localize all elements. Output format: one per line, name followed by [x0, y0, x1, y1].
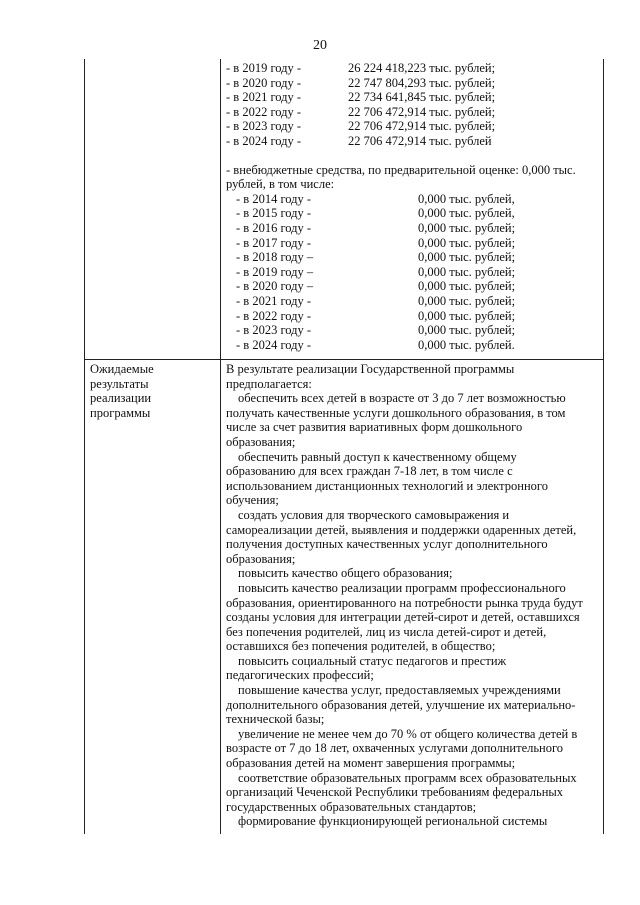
budget-year-row	[226, 61, 576, 76]
offbudget-year-row	[226, 236, 576, 251]
year-label: - в 2020 году -	[226, 75, 302, 90]
results-line: повысить качество общего образования;	[238, 566, 453, 581]
year-label: - в 2021 году -	[226, 90, 302, 105]
offbudget-line-1: - внебюджетные средства, по предварительной оценке: 0,000 тыс.	[226, 162, 576, 177]
amount-value: 22 706 472,914 тыс. рублей;	[348, 104, 496, 119]
table-border-left	[84, 59, 85, 834]
results-label-line: реализации	[90, 391, 152, 406]
amount-value: 22 734 641,845 тыс. рублей;	[348, 90, 496, 105]
results-line: числе за счет развития вариативных форм дошкольного	[226, 420, 523, 435]
results-line: повышение качества услуг, предоставляемых учреждениями	[238, 683, 561, 698]
results-line: организаций Чеченской Республики требованиям федеральных	[226, 785, 564, 800]
results-line: повысить качество реализации программ профессионального	[238, 580, 566, 595]
amount-value: 26 224 418,223 тыс. рублей;	[348, 61, 496, 75]
results-line: обучения;	[226, 493, 279, 508]
year-label: - в 2023 году -	[226, 119, 302, 134]
results-line: возрасте от 7 до 18 лет, охваченных услугами дополнительного	[226, 741, 564, 756]
year-label: - в 2022 году -	[226, 104, 302, 119]
passport-table	[84, 59, 604, 834]
results-line: образования детей на момент завершения программы;	[226, 756, 516, 771]
results-line: предполагается:	[226, 376, 312, 391]
amount-value: 0,000 тыс. рублей;	[418, 323, 516, 338]
year-label: - в 2015 году -	[236, 206, 312, 221]
budget-year-row	[226, 90, 576, 105]
offbudget-heading	[226, 163, 576, 192]
results-line: обеспечить равный доступ к качественному общему	[238, 449, 517, 464]
year-label: - в 2018 году –	[236, 250, 314, 265]
results-line: увеличение не менее чем до 70 % от общего количества детей в	[238, 726, 578, 741]
year-label: - в 2019 году –	[236, 264, 314, 279]
amount-value: 0,000 тыс. рублей;	[418, 308, 516, 323]
results-line: образования, ориентированного на потребности рынка труда будут	[226, 595, 583, 610]
results-line: формирование функционирующей региональной системы	[238, 814, 548, 829]
offbudget-year-row	[226, 206, 576, 221]
results-label-line: Ожидаемые	[90, 362, 154, 376]
results-line: без попечения родителей, лиц из числа детей-сирот и детей,	[226, 624, 547, 639]
results-line: технической базы;	[226, 712, 325, 727]
year-label: - в 2017 году -	[236, 235, 312, 250]
results-line: государственных образовательных стандартов;	[226, 799, 477, 814]
results-label-line: результаты	[90, 376, 149, 391]
year-label: - в 2016 году -	[236, 220, 312, 235]
results-line: получать качественные услуги дошкольного образования, в том	[226, 405, 566, 420]
offbudget-year-row	[226, 250, 576, 265]
year-label: - в 2024 году -	[236, 337, 312, 352]
offbudget-year-row	[226, 338, 576, 353]
budget-year-row	[226, 134, 576, 149]
budget-year-row	[226, 76, 576, 91]
year-label: - в 2019 году -	[226, 61, 302, 75]
amount-value: 0,000 тыс. рублей,	[418, 206, 515, 221]
year-label: - в 2024 году -	[226, 133, 302, 148]
budget-years-list	[226, 61, 576, 149]
amount-value: 0,000 тыс. рублей;	[418, 250, 516, 265]
budget-year-row	[226, 105, 576, 120]
offbudget-year-row	[226, 323, 576, 338]
table-row-divider	[84, 359, 604, 360]
budget-year-row	[226, 119, 576, 134]
financing-cell	[226, 61, 576, 352]
year-label: - в 2022 году -	[236, 308, 312, 323]
results-line: самореализации детей, выявления и поддержки одаренных детей,	[226, 522, 577, 537]
results-line: дополнительного образования детей, улучшение их материально-	[226, 697, 576, 712]
offbudget-year-row	[226, 265, 576, 280]
results-line: получения доступных качественных услуг дополнительного	[226, 537, 548, 552]
amount-value: 0,000 тыс. рублей,	[418, 191, 515, 206]
results-line: образованию для всех граждан 7-18 лет, в том числе с	[226, 464, 513, 479]
offbudget-years-list	[226, 192, 576, 353]
year-label: - в 2020 году –	[236, 279, 314, 294]
offbudget-year-row	[226, 294, 576, 309]
results-line: педагогических профессий;	[226, 668, 374, 683]
offbudget-year-row	[226, 192, 576, 207]
page-number: 20	[313, 38, 327, 53]
results-line: повысить социальный статус педагогов и престиж	[238, 653, 507, 668]
year-label: - в 2014 году -	[236, 191, 312, 206]
results-line: обеспечить всех детей в возрасте от 3 до 7 лет возможностью	[238, 391, 566, 406]
year-label: - в 2021 году -	[236, 293, 312, 308]
amount-value: 0,000 тыс. рублей.	[418, 337, 515, 352]
results-label	[90, 362, 190, 420]
amount-value: 0,000 тыс. рублей;	[418, 264, 516, 279]
amount-value: 0,000 тыс. рублей;	[418, 293, 516, 308]
amount-value: 22 706 472,914 тыс. рублей	[348, 133, 492, 148]
table-column-divider	[220, 59, 221, 834]
results-label-line: программы	[90, 405, 151, 420]
amount-value: 0,000 тыс. рублей;	[418, 279, 516, 294]
results-line: соответствие образовательных программ всех образовательных	[238, 770, 577, 785]
amount-value: 22 747 804,293 тыс. рублей;	[348, 75, 496, 90]
results-text	[226, 362, 583, 829]
results-line: В результате реализации Государственной программы	[226, 362, 515, 376]
offbudget-year-row	[226, 279, 576, 294]
results-line: использованием дистанционных технологий и электронного	[226, 478, 548, 493]
results-line: оставшихся без попечения родителей, в общество;	[226, 639, 496, 654]
offbudget-year-row	[226, 221, 576, 236]
table-border-right	[603, 59, 604, 834]
offbudget-year-row	[226, 309, 576, 324]
amount-value: 22 706 472,914 тыс. рублей;	[348, 119, 496, 134]
results-line: образования;	[226, 434, 296, 449]
year-label: - в 2023 году -	[236, 323, 312, 338]
amount-value: 0,000 тыс. рублей;	[418, 220, 516, 235]
results-line: созданы условия для интеграции детей-сирот и детей, оставшихся	[226, 610, 580, 625]
results-line: образования;	[226, 551, 296, 566]
offbudget-line-2: рублей, в том числе:	[226, 177, 335, 192]
amount-value: 0,000 тыс. рублей;	[418, 235, 516, 250]
results-line: создать условия для творческого самовыражения и	[238, 507, 510, 522]
